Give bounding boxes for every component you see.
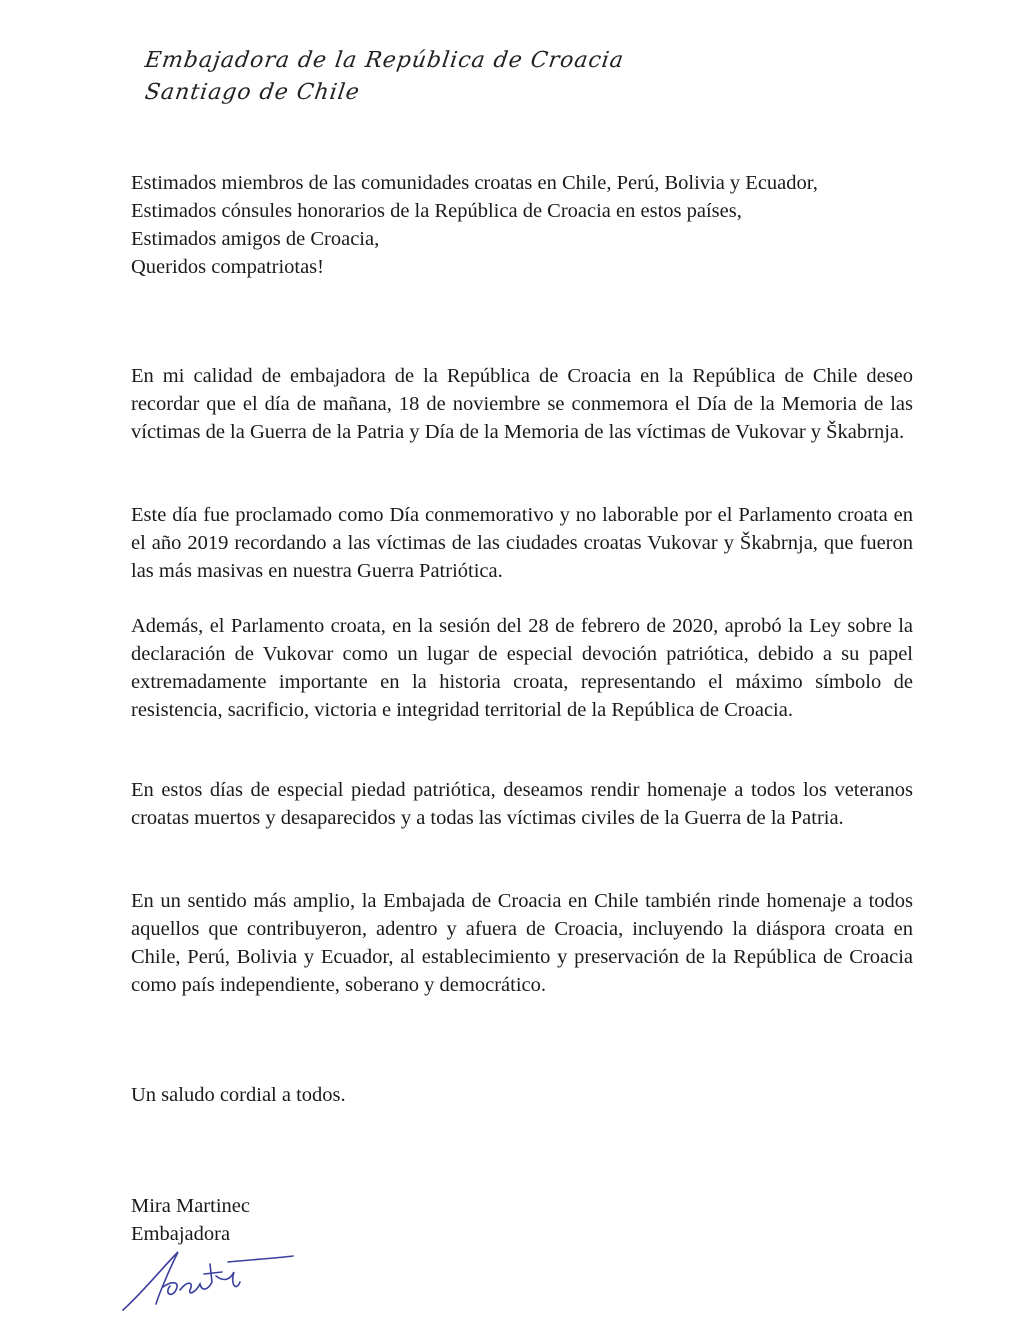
paragraph: En estos días de especial piedad patriótica, deseamos rendir homenaje a todos los veteranos croatas muertos y desaparecidos y a todas las víctimas civiles de la Guerra de la Patria. <box>131 779 913 829</box>
salutation-line: Estimados amigos de Croacia, <box>131 228 380 250</box>
handwritten-signature <box>118 1242 308 1317</box>
letterhead-line-1: Embajadora de la República de Croacia <box>143 48 626 73</box>
signatory-title: Embajadora <box>131 1223 231 1245</box>
paragraph: En mi calidad de embajadora de la República de Croacia en la República de Chile deseo recordar que el día de mañana, 18 de noviembre se conmemora el Día de la Memoria de las víctimas de la Guerra de la Patria y Día de la Memoria de las víctimas de Vukovar y Škabrnja. <box>131 365 913 443</box>
signatory-name: Mira Martinec <box>131 1195 250 1217</box>
paragraph: Además, el Parlamento croata, en la sesión del 28 de febrero de 2020, aprobó la Ley sobre la declaración de Vukovar como un lugar de especial devoción patriótica, debido a su papel extremadamente importante en la historia croata, representando el máximo símbolo de resistencia, sacrificio, victoria e integridad territorial de la República de Croacia. <box>131 615 913 721</box>
paragraph: En un sentido más amplio, la Embajada de Croacia en Chile también rinde homenaje a todos aquellos que contribuyeron, adentro y afuera de Croacia, incluyendo la diáspora croata en Chile, Perú, Bolivia y Ecuador, al establecimiento y preservación de la República de Croacia como país independiente, soberano y democrático. <box>131 890 913 996</box>
paragraph: Este día fue proclamado como Día conmemorativo y no laborable por el Parlamento croata en el año 2019 recordando a las víctimas de las ciudades croatas Vukovar y Škabrnja, que fueron las más masivas en nuestra Guerra Patriótica. <box>131 504 913 582</box>
salutation-line: Queridos compatriotas! <box>131 256 324 278</box>
salutation-line: Estimados cónsules honorarios de la República de Croacia en estos países, <box>131 200 742 222</box>
closing: Un saludo cordial a todos. <box>131 1084 346 1106</box>
letterhead-line-2: Santiago de Chile <box>143 80 362 105</box>
salutation <box>131 169 913 281</box>
salutation-line: Estimados miembros de las comunidades croatas en Chile, Perú, Bolivia y Ecuador, <box>131 172 818 194</box>
